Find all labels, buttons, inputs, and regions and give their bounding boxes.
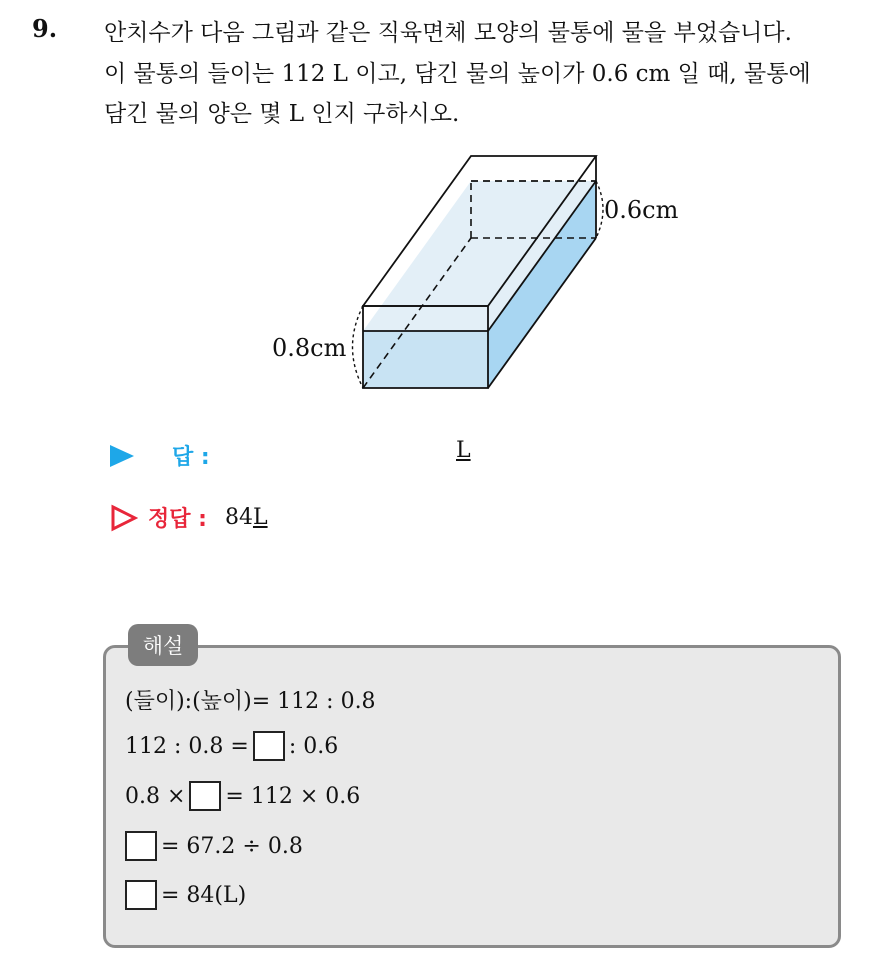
answer-unit: L <box>456 438 471 463</box>
question-line-2: 이 물통의 들이는 112 L 이고, 담긴 물의 높이가 0.6 cm 일 때, 물통에 <box>104 61 811 87</box>
solution-line-5: = 84(L) <box>125 880 246 910</box>
blank-box <box>189 781 221 811</box>
correct-answer-row <box>110 502 268 533</box>
correct-answer-label: 정답 : <box>148 507 207 532</box>
answer-row <box>110 440 210 471</box>
solution-tag: 해설 <box>128 624 198 666</box>
solution-line-1: (들이):(높이)= 112 : 0.8 <box>125 689 376 714</box>
label-right: 0.6cm <box>604 196 679 224</box>
water-tank-figure <box>250 148 710 398</box>
solution-line-4: = 67.2 ÷ 0.8 <box>125 831 303 861</box>
play-triangle-icon <box>110 445 134 467</box>
question-number: 9. <box>32 14 58 43</box>
blank-box <box>253 731 285 761</box>
question-line-1: 안치수가 다음 그림과 같은 직육면체 모양의 물통에 물을 부었습니다. <box>104 20 792 46</box>
height-arc-right <box>596 181 603 238</box>
solution-line-3: 0.8 × = 112 × 0.6 <box>125 781 360 811</box>
question-line-3: 담긴 물의 양은 몇 L 인지 구하시오. <box>104 101 460 127</box>
height-arc-left <box>353 306 364 388</box>
blank-box <box>125 831 157 861</box>
answer-label: 답 : <box>172 445 210 470</box>
correct-answer-value: 84L <box>224 505 268 530</box>
blank-box <box>125 880 157 910</box>
water-front-face <box>363 331 488 388</box>
solution-line-2: 112 : 0.8 = : 0.6 <box>125 731 338 761</box>
outline-triangle-icon <box>110 504 138 532</box>
label-left: 0.8cm <box>272 334 347 362</box>
